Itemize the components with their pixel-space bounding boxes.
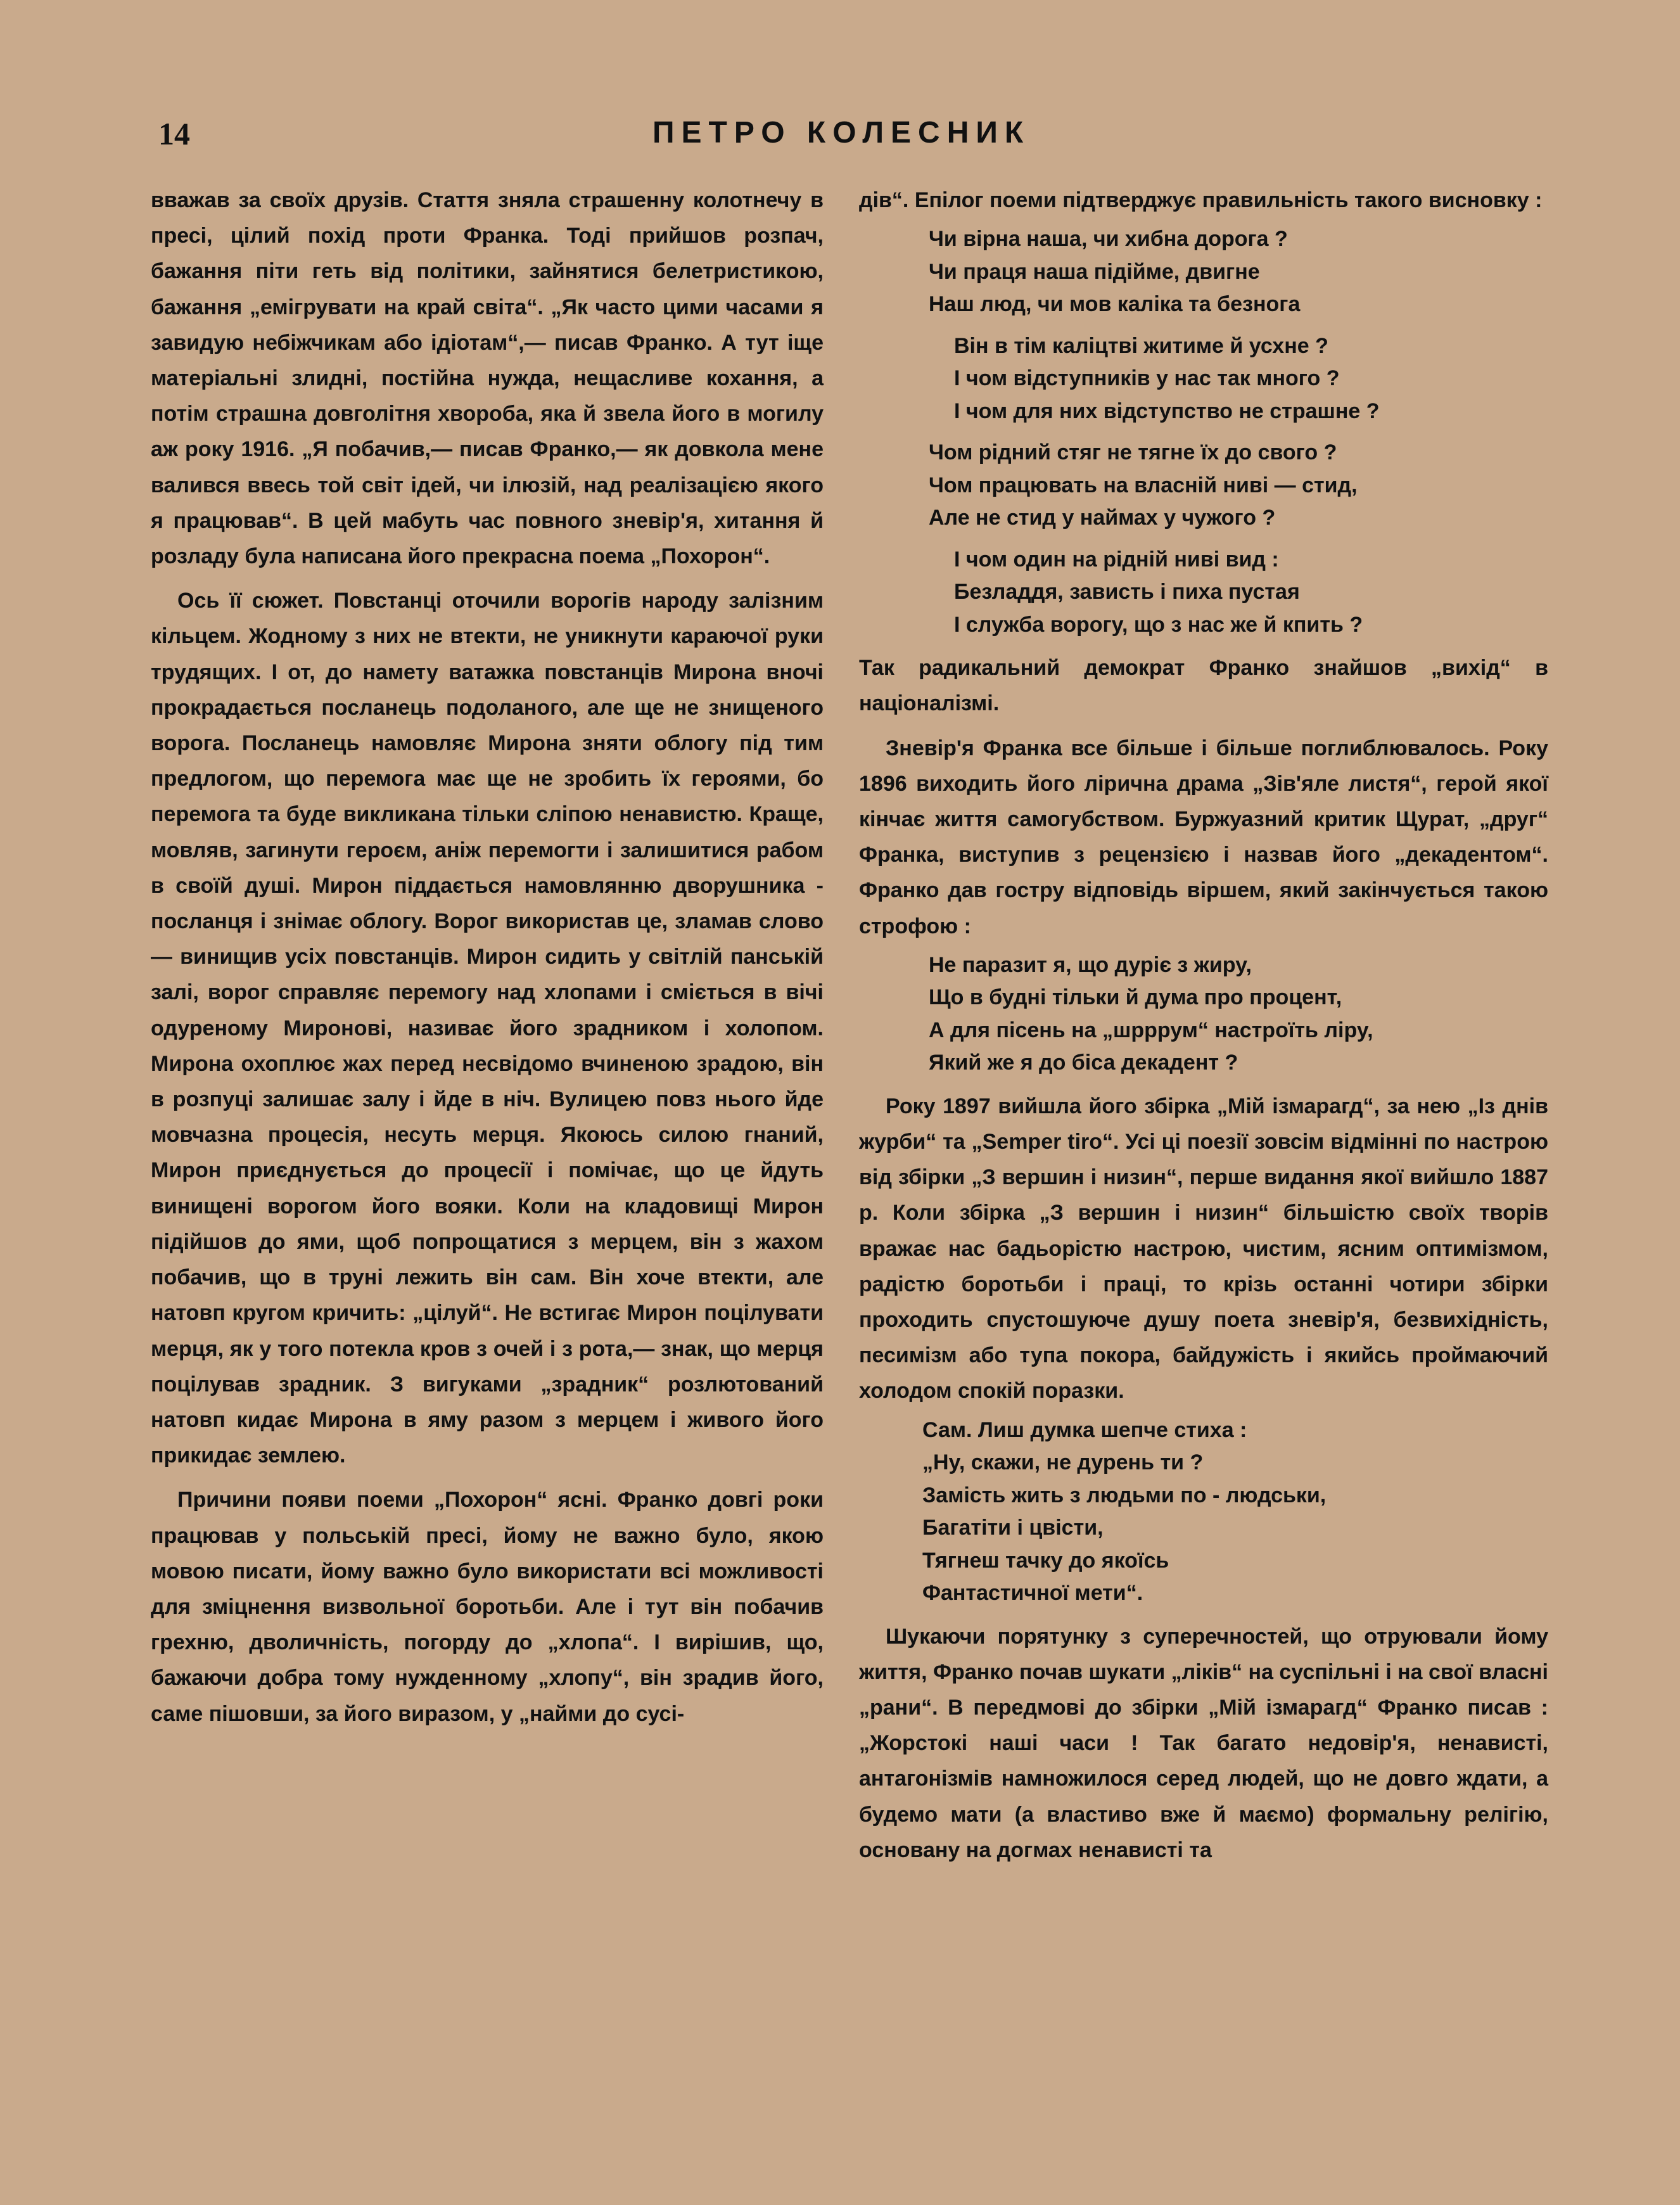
poem-line: Який же я до біса декадент ? [929, 1051, 1238, 1075]
poem-line: „Ну, скажи, не дурень ти ? [922, 1450, 1204, 1475]
body-paragraph: Шукаючи порятунку з суперечностей, що отруювали йому життя, Франко почав шукати „ліків“ на суспільні і на свої власні „рани“. В передмові до збірки „Мій ізмарагд“ Франко писав : „Жорстокі наші часи ! Так багато недовір'я, ненависті, антагонізмів намножилося серед людей, що не довго ждати, а будемо мати (а властиво вже й маємо) формальну релігію, основану на догмах ненависті та [859, 1624, 1548, 1862]
body-paragraph: Так радикальний демократ Франко знайшов „вихід“ в націоналізмі. [859, 656, 1548, 716]
page-number: 14 [158, 116, 190, 151]
poem-stanza [929, 223, 1548, 321]
poem-line: І чом для них відступство не страшне ? [954, 399, 1380, 423]
body-paragraph: Зневір'я Франка все більше і більше поглиблювалось. Року 1896 виходить його лірична драма „Зів'яле листя“, герой якої кінчає життя самогубством. Буржуазний критик Щурат, „друг“ Франка, виступив з рецензією і назвав його „декадентом“. Франко дав гостру відповідь віршем, який закінчується такою строфою : [859, 736, 1548, 938]
poem-stanza [954, 330, 1548, 428]
poem-line: Чи вірна наша, чи хибна дорога ? [929, 227, 1288, 252]
poem-line: Наш люд, чи мов каліка та безнога [929, 292, 1301, 317]
poem-line: Фантастичної мети“. [922, 1581, 1143, 1606]
poem-line: Що в будні тільки й дума про процент, [929, 985, 1342, 1010]
poem-line: Замість жить з людьми по - людськи, [922, 1483, 1327, 1507]
poem-stanza [922, 1414, 1548, 1610]
poem-line: Чом рідний стяг не тягне їх до свого ? [929, 440, 1337, 465]
poem-line: І служба ворогу, що з нас же й кпить ? [954, 612, 1363, 637]
body-paragraph: Причини появи поеми „Похорон“ ясні. Франко довгі роки працював у польській пресі, йому не важно було, якою мовою писати, йому важно було використати всі можливості для зміцнення визвольної боротьби. Але і тут він побачив грехню, дволичність, погорду до „хлопа“. І вирішив, що, бажаючи добра тому нужденному „хлопу“, він зрадив його, саме пішовши, за його виразом, у „найми до сусі- [151, 1488, 824, 1726]
poem-line: Чом працювать на власній ниві — стид, [929, 473, 1358, 497]
poem-line: Тягнеш тачку до якоїсь [922, 1548, 1169, 1573]
running-title: ПЕТРО КОЛЕСНИК [652, 116, 1031, 150]
poem-line: І чом один на рідній ниві вид : [954, 547, 1279, 572]
poem-line: А для пісень на „шрррум“ настроїть ліру, [929, 1018, 1373, 1042]
poem-line: І чом відступників у нас так много ? [954, 366, 1340, 391]
poem-line: Не паразит я, що дуріє з жиру, [929, 952, 1252, 977]
body-paragraph: Року 1897 вийшла його збірка „Мій ізмарагд“, за нею „Із днів журби“ та „Semper tiro“. Усі ці поезії зовсім відмінні по настрою від збірки „З вершин і низин“, перше видання якої вийшло 1887 р. Коли збірка „З вершин і низин“ більшістю своїх творів вражає нас бадьорістю настрою, чистим, ясним оптимізмом, радістю боротьби і праці, то крізь останні чотири збірки проходить спустошуюче душу поета зневір'я, безвихідність, песимізм або тупа покора, байдужість і якийсь проймаючий холодом спокій поразки. [859, 1094, 1548, 1403]
poem-line: Чи праця наша підійме, двигне [929, 259, 1260, 284]
poem-stanza [929, 437, 1548, 535]
poem-line: Сам. Лиш думка шепче стиха : [922, 1417, 1247, 1442]
poem-line: Багатіти і цвісти, [922, 1516, 1104, 1540]
body-paragraph: вважав за своїх друзів. Стаття зняла страшенну колотнечу в пресі, цілий похід проти Франка. Тоді прийшов розпач, бажання піти геть від політики, зайнятися белетристикою, бажання „емігрувати на край світа“. „Як часто цими часами я завидую небіжчикам або ідіотам“,— писав Франко. А тут іще матеріальні злидні, постійна нужда, нещасливе кохання, а потім страшна довголітня хвороба, яка й звела його в могилу аж року 1916. „Я побачив,— писав Франко,— як довкола мене валився ввесь той світ ідей, чи ілюзій, над реалізацією якого я працював“. В цей мабуть час повного зневір'я, хитання й розладу була написана його прекрасна поема „Похорон“. [151, 188, 824, 569]
poem-line: Він в тім каліцтві житиме й усхне ? [954, 333, 1328, 358]
right-column [859, 182, 1548, 1868]
body-paragraph: Ось її сюжет. Повстанці оточили ворогів народу залізним кільцем. Жодному з них не втекти, не уникнути караючої руки трудящих. І от, до намету ватажка повстанців Мирона вночі прокрадається посланець подоланого, але ще не знищеного ворога. Посланець намовляє Мирона зняти облогу під тим предлогом, що перемога має ще не зробить їх героями, бо перемога та буде викликана тільки сліпою ненавистю. Краще, мовляв, загинути героєм, аніж перемогти і залишитися рабом в своїй душі. Мирон піддається намовлянню дворушника - посланця і знімає облогу. Ворог використав це, зламав слово — винищив усіх повстанців. Мирон сидить у світлій панській залі, ворог справляє перемогу над хлопами і сміється в вічі одуреному Миронові, називає його зрадником і холопом. Мирона охоплює жах перед несвідомо вчиненою зрадою, він в розпуці залишає залу і йде в ніч. Вулицею повз нього йде мовчазна процесія, несуть мерця. Якоюсь силою гнаний, Мирон приєднується до процесії і помічає, що це йдуть винищені ворогом його вояки. Коли на кладовищі Мирон підійшов до ями, щоб попрощатися з мерцем, він з жахом побачив, що в труні лежить він сам. Він хоче втекти, але натовп кругом кричить: „цілуй“. Не встигає Мирон поцілувати мерця, як у того потекла кров з очей і з рота,— знак, що мерця поцілував зрадник. З вигуками „зрадник“ розлютований натовп кидає Мирона в яму разом з мерцем і живого його прикидає землею. [151, 589, 824, 1468]
poem-line: Але не стид у наймах у чужого ? [929, 506, 1276, 530]
body-paragraph: дів“. Епілог поеми підтверджує правильність такого висновку : [859, 188, 1543, 212]
poem-stanza [954, 544, 1548, 642]
poem-line: Безладдя, зависть і пиха пустая [954, 580, 1300, 604]
left-column [151, 182, 824, 1732]
poem-stanza [929, 949, 1548, 1080]
